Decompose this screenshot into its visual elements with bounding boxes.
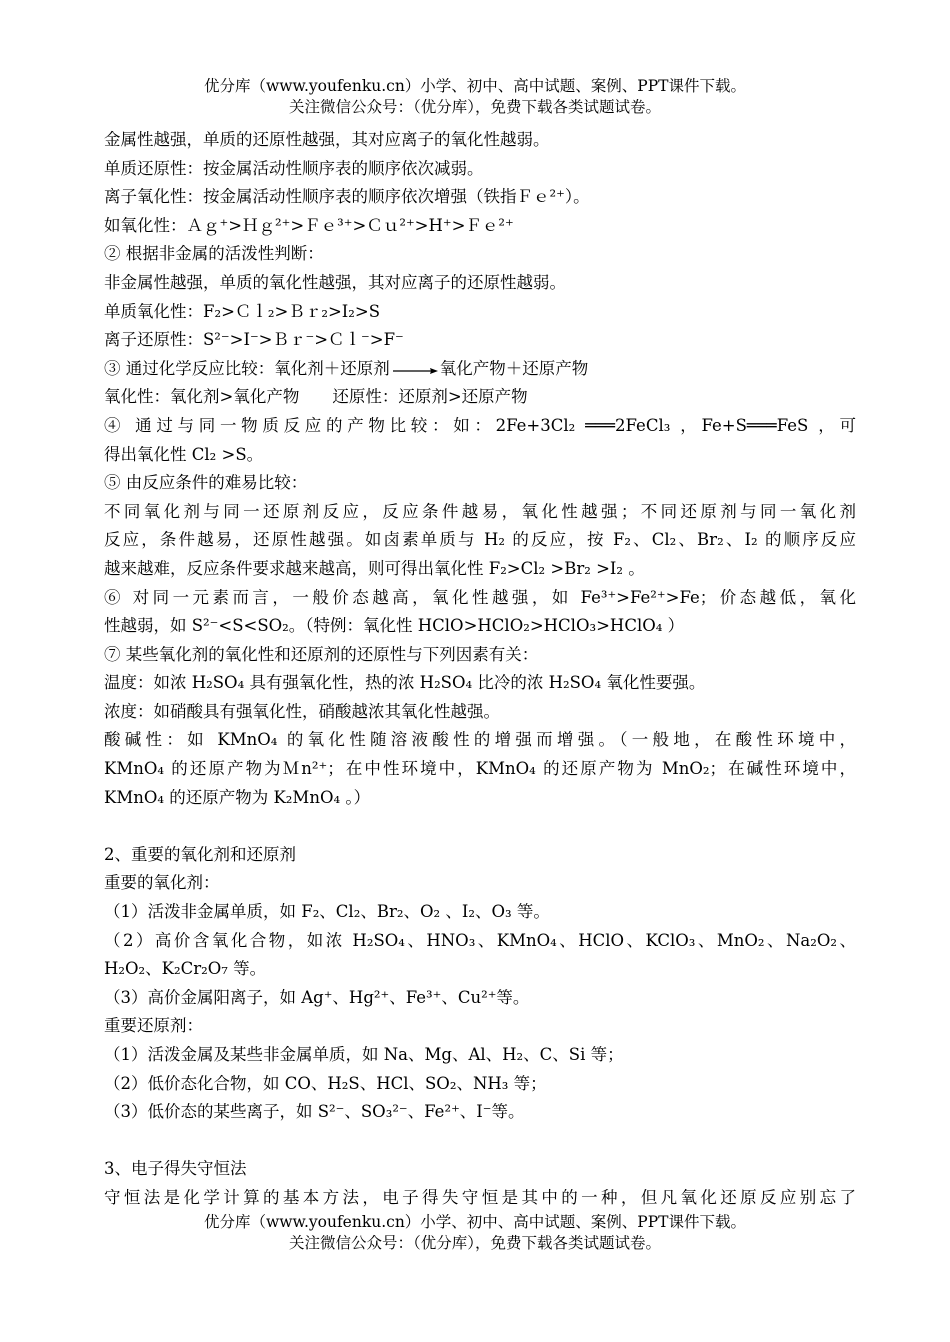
body-line: （3）低价态的某些离子，如 S²⁻、SO₃²⁻、Fe²⁺、I⁻等。	[104, 1102, 525, 1122]
body-line: 得出氧化性 Cl₂ >S。	[104, 444, 264, 464]
body-line: ④ 通过与同一物质反应的产物比较：如：2Fe+3Cl₂ ═══2FeCl₃ ，Fe+S═══FeS ，可	[104, 415, 856, 435]
body-line: KMnO₄ 的还原产物为 K₂MnO₄ 。）	[104, 787, 371, 807]
body-line: KMnO₄ 的还原产物为Ｍn²⁺；在中性环境中，KMnO₄ 的还原产物为 MnO₂；在碱性环境中，	[104, 759, 856, 779]
body-line: （1）活泼金属及某些非金属单质，如 Na、Mg、Al、H₂、C、Si 等；	[104, 1045, 624, 1064]
body-line: 离子还原性：S²⁻>I⁻>Ｂｒ⁻>Ｃｌ⁻>F⁻	[104, 330, 404, 350]
body-line: ⑤ 由反应条件的难易比较：	[104, 473, 308, 493]
page-header	[0, 76, 950, 118]
body-line: ⑦ 某些氧化剂的氧化性和还原剂的还原性与下列因素有关：	[104, 644, 539, 664]
body-line: 氧化性：氧化剂>氧化产物 还原性：还原剂>还原产物	[104, 387, 528, 407]
header-line-2: 关注微信公众号：（优分库），免费下载各类试题试卷。	[288, 98, 661, 116]
reaction-suffix: 氧化产物＋还原产物	[439, 358, 589, 378]
reaction-arrow-icon	[392, 363, 438, 375]
body-line: （2）低价态化合物，如 CO、H₂S、HCl、SO₂、NH₃ 等；	[104, 1073, 547, 1093]
body-line: 离子氧化性：按金属活动性顺序表的顺序依次增强（铁指Ｆｅ²⁺）。	[104, 187, 590, 207]
body-line: 如氧化性：Ａｇ⁺>Ｈｇ²⁺>Ｆｅ³⁺>Ｃｕ²⁺>H⁺>Ｆｅ²⁺	[104, 215, 514, 235]
body-line: （2）高价含氧化合物，如浓 H₂SO₄、HNO₃、KMnO₄、HClO、KClO₃、MnO₂、Na₂O₂、	[104, 930, 856, 950]
body-line: 越来越难，反应条件要求越来越高，则可得出氧化性 F₂>Cl₂ >Br₂ >I₂ 。	[104, 558, 645, 578]
body-line: 温度：如浓 H₂SO₄ 具有强氧化性，热的浓 H₂SO₄ 比冷的浓 H₂SO₄ 氧化性要强。	[104, 673, 706, 693]
body-line: 反应，条件越易，还原性越强。如卤素单质与 H₂ 的反应，按 F₂、Cl₂、Br₂、I₂ 的顺序反应	[104, 530, 856, 550]
reaction-line	[104, 355, 856, 384]
blank-line	[104, 812, 856, 841]
body-line: 重要还原剂：	[104, 1016, 203, 1036]
footer-line-1: 优分库（www.youfenku.cn）小学、初中、高中试题、案例、PPT课件下载。	[203, 1213, 747, 1231]
body-line: 不同氧化剂与同一还原剂反应，反应条件越易，氧化性越强；不同还原剂与同一氧化剂	[104, 501, 856, 521]
reaction-prefix: ③ 通过化学反应比较：氧化剂＋还原剂	[104, 358, 390, 378]
section-heading: 3、电子得失守恒法	[104, 1159, 247, 1179]
page-footer	[0, 1212, 950, 1254]
body-line: （3）高价金属阳离子，如 Ag⁺、Hg²⁺、Fe³⁺、Cu²⁺等。	[104, 987, 530, 1007]
body-line: 非金属性越强，单质的氧化性越强，其对应离子的还原性越弱。	[104, 272, 566, 292]
blank-line	[104, 1127, 856, 1156]
body-line: 单质氧化性：F₂>Ｃｌ₂>Ｂｒ₂>I₂>S	[104, 301, 381, 321]
body-line: 酸碱性：如 KMnO₄ 的氧化性随溶液酸性的增强而增强。（一般地，在酸性环境中，	[104, 730, 856, 750]
section-heading: 2、重要的氧化剂和还原剂	[104, 844, 296, 864]
body-line: H₂O₂、K₂Cr₂O₇ 等。	[104, 959, 267, 979]
header-line-1: 优分库（www.youfenku.cn）小学、初中、高中试题、案例、PPT课件下载。	[203, 77, 747, 95]
body-line: 单质还原性：按金属活动性顺序表的顺序依次减弱。	[104, 158, 484, 178]
body-line: 性越弱，如 S²⁻<S<SO₂。（特例：氧化性 HClO>HClO₂>HClO₃>HClO₄ ）	[104, 616, 685, 636]
body-line: ⑥ 对同一元素而言，一般价态越高，氧化性越强，如 Fe³⁺>Fe²⁺>Fe；价态越低，氧化	[104, 587, 856, 607]
body-line: 金属性越强，单质的还原性越强，其对应离子的氧化性越弱。	[104, 130, 550, 149]
body-line: （1）活泼非金属单质，如 F₂、Cl₂、Br₂、O₂ 、I₂、O₃ 等。	[104, 902, 550, 922]
body-line: 重要的氧化剂：	[104, 873, 220, 893]
body-line: 浓度：如硝酸具有强氧化性，硝酸越浓其氧化性越强。	[104, 701, 500, 721]
body-line: 守恒法是化学计算的基本方法，电子得失守恒是其中的一种，但凡氧化还原反应别忘了	[104, 1187, 856, 1207]
footer-line-2: 关注微信公众号：（优分库），免费下载各类试题试卷。	[288, 1234, 661, 1252]
body-line: ② 根据非金属的活泼性判断：	[104, 244, 324, 264]
document-body	[104, 126, 856, 1213]
